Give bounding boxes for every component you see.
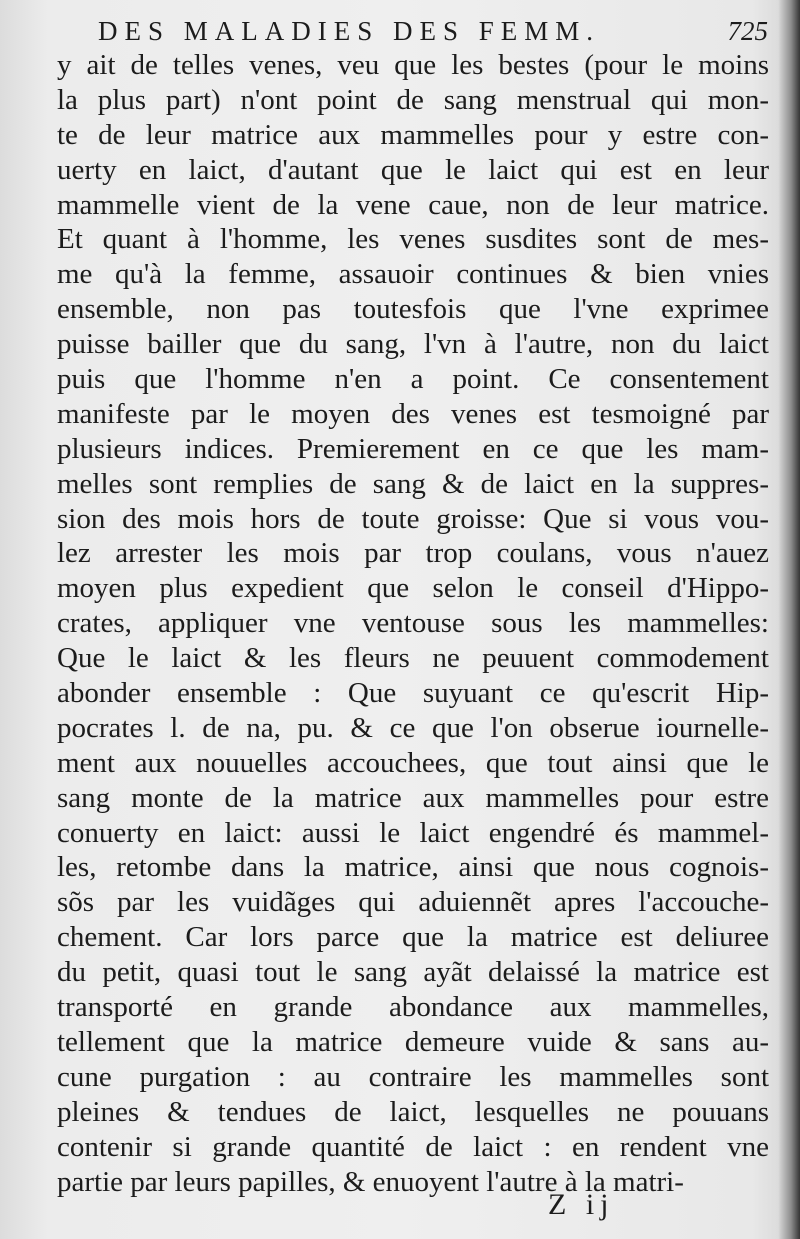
text-line: ensemble, non pas toutesfois que l'vne exprimee [57,293,769,326]
text-line: te de leur matrice aux mammelles pour y estre con- [57,118,769,151]
text-line: me qu'à la femme, assauoir continues & bien vnies [57,258,769,291]
text-line: la plus part) n'ont point de sang menstrual qui mon- [57,83,769,116]
running-head-title: DES MALADIES DES FEMM. [98,16,601,46]
text-line: lez arrester les mois par trop coulans, vous n'auez [57,537,769,570]
text-line: y ait de telles venes, veu que les bestes (pour le moins [57,49,769,81]
text-line: plusieurs indices. Premierement en ce que les mam- [57,432,769,465]
text-line: partie par leurs papilles, & enuoyent l'autre à la matri- [57,1165,684,1198]
text-line: manifeste par le moyen des venes est tesmoigné par [57,397,769,430]
text-line: Et quant à l'homme, les venes susdites sont de mes- [57,223,769,256]
page-number: 725 [727,16,768,46]
text-line: conuerty en laict: aussi le laict engendré és mammel- [57,816,769,849]
text-line: sõs par les vuidãges qui aduiennẽt apres l'accouche- [57,886,769,919]
signature-mark: Z ij [548,1188,615,1221]
text-line: les, retombe dans la matrice, ainsi que nous cognois- [57,851,769,884]
text-line: crates, appliquer vne ventouse sous les mammelles: [57,607,769,640]
text-line: Que le laict & les fleurs ne peuuent commodement [57,642,769,675]
text-line: pleines & tendues de laict, lesquelles ne pouuans [57,1095,769,1128]
text-line: uerty en laict, d'autant que le laict qui est en leur [57,153,769,186]
text-line: transporté en grande abondance aux mammelles, [57,991,769,1024]
text-line: ment aux nouuelles accouchees, que tout ainsi que le [57,746,769,779]
text-line: abonder ensemble : Que suyuant ce qu'escrit Hip- [57,677,769,710]
text-line: puisse bailler que du sang, l'vn à l'autre, non du laict [57,328,769,361]
text-line: mammelle vient de la vene caue, non de leur matrice. [57,188,769,221]
page-gutter-shadow [778,0,800,1239]
text-line: contenir si grande quantité de laict : en rendent vne [57,1130,769,1163]
text-line: sion des mois hors de toute groisse: Que si vous vou- [57,502,769,535]
text-line: chement. Car lors parce que la matrice est deliuree [57,921,769,954]
text-line: cune purgation : au contraire les mammelles sont [57,1060,769,1093]
text-line: tellement que la matrice demeure vuide & sans au- [57,1025,769,1058]
text-line: sang monte de la matrice aux mammelles pour estre [57,781,769,814]
text-line: moyen plus expedient que selon le conseil d'Hippo- [57,572,769,605]
body-text [57,48,769,1199]
text-line: pocrates l. de na, pu. & ce que l'on obserue iournelle- [57,711,769,744]
text-line: du petit, quasi tout le sang ayãt delaissé la matrice est [57,956,769,989]
text-line: melles sont remplies de sang & de laict en la suppres- [57,467,769,500]
text-line: puis que l'homme n'en a point. Ce consentement [57,363,769,396]
